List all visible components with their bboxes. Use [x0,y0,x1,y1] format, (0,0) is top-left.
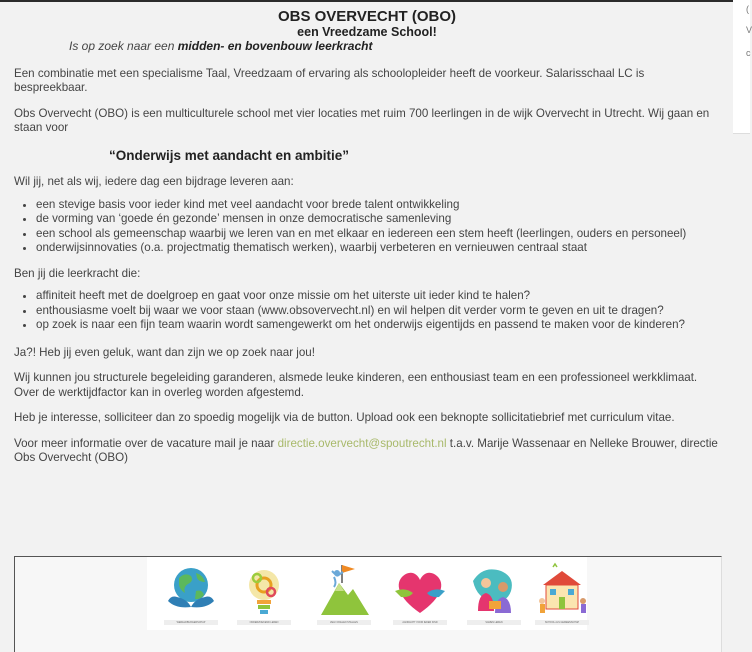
contact-paragraph [14,437,720,466]
icon-caption: SCHOOL ALS GEMEENSCHAP [535,620,589,625]
contact-suffix: t.a.v. Marije Wassenaar en Nelleke Brouwer, directie Obs Overvecht (OBO) [14,436,718,464]
heart-hands-icon [391,561,449,627]
icon-caption: SAMEN LEREN [467,620,521,625]
looking-for-role: midden- en bovenbouw leerkracht [177,39,373,53]
side-panel-text-1: ( [746,4,749,14]
luck-paragraph: Ja?! Heb jij even geluk, want dan zijn we op zoek naar jou! [14,345,315,359]
people-book-icon [465,561,523,627]
list-item: • op zoek is naar een fijn team waarin wordt samengewerkt om het onderwijs eigentijds en passend te maken voor de kinderen? [36,318,720,333]
list-item: • een stevige basis voor ieder kind met veel aandacht voor brede talent ontwikkeling [36,198,720,213]
top-border [0,0,750,2]
contact-prefix: Voor meer informatie over de vacature mail je naar [14,436,278,450]
vacancy-subtitle: een Vreedzame School! [297,24,437,39]
intro-paragraph: Een combinatie met een specialisme Taal, Vreedzaam of ervaring als schoolopleider heeft de voorkeur. Salarisschaal LC is bespreekbaar. [14,66,645,94]
icon-caption: ONDERZOEKEND LEREN [237,620,291,625]
teacher-list [14,289,720,333]
pillars-icon-box [14,556,722,652]
side-panel-text-3: c [746,48,751,58]
list-item: • een school als gemeenschap waarbij we leren van en met elkaar en iedereen een stem heeft (leerlingen, ouders en personeel) [36,227,720,242]
school-paragraph: Obs Overvecht (OBO) is een multiculturele school met vier locaties met ruim 700 leerlingen in de wijk Overvecht in Utrecht. Wij gaan en staan voor [14,106,710,134]
pillars-icon-strip [147,557,587,630]
list-item: • affiniteit heeft met de doelgroep en gaat voor onze missie om het uiterste uit ieder kind te halen? [36,289,720,304]
list-item: • de vorming van ‘goede én gezonde’ mensen in onze democratische samenleving [36,212,720,227]
globe-hands-icon [162,561,220,627]
looking-for-line [14,39,720,54]
side-panel [733,0,750,134]
apply-paragraph: Heb je interesse, solliciteer dan zo spoedig mogelijk via de button. Upload ook een beknopte sollicitatiebrief met curriculum vitae. [14,411,675,424]
contribute-intro: Wil jij, net als wij, iedere dag een bijdrage leveren aan: [14,175,294,188]
icon-caption: WERELDBURGERSCHAP [164,620,218,625]
side-panel-text-2: V [746,25,752,35]
vacancy-title: OBS OVERVECHT (OBO) [277,8,457,25]
school-children-icon [533,561,591,627]
contact-email-link[interactable]: directie.overvecht@spoutrecht.nl [277,436,447,450]
looking-for-prefix: Is op zoek naar een [69,39,178,53]
icon-caption: AANDACHT VOOR IEDER KIND [393,620,447,625]
list-item: • onderwijsinnovaties (o.a. projectmatig thematisch werken), waarbij verbeteren en vernieuwen centraal staat [36,241,720,256]
lightbulb-gears-icon [235,561,293,627]
school-motto: “Onderwijs met aandacht en ambitie” [109,147,350,163]
list-item: • enthousiasme voelt bij waar we voor staan (www.obsovervecht.nl) en wil helpen dit verder vorm te geven en uit te dragen? [36,304,720,319]
vacancy-content [14,10,720,466]
contribute-list [14,198,720,256]
icon-caption: ZELF DOELEN STELLEN [317,620,371,625]
teacher-intro: Ben jij die leerkracht die: [14,266,141,280]
mountain-flag-icon [315,561,373,627]
offer-paragraph: Wij kunnen jou structurele begeleiding garanderen, alsmede leuke kinderen, een enthousiast team en een professioneel werkklimaat. Over de werktijdfactor kan in overleg worden afgestemd. [14,371,698,399]
